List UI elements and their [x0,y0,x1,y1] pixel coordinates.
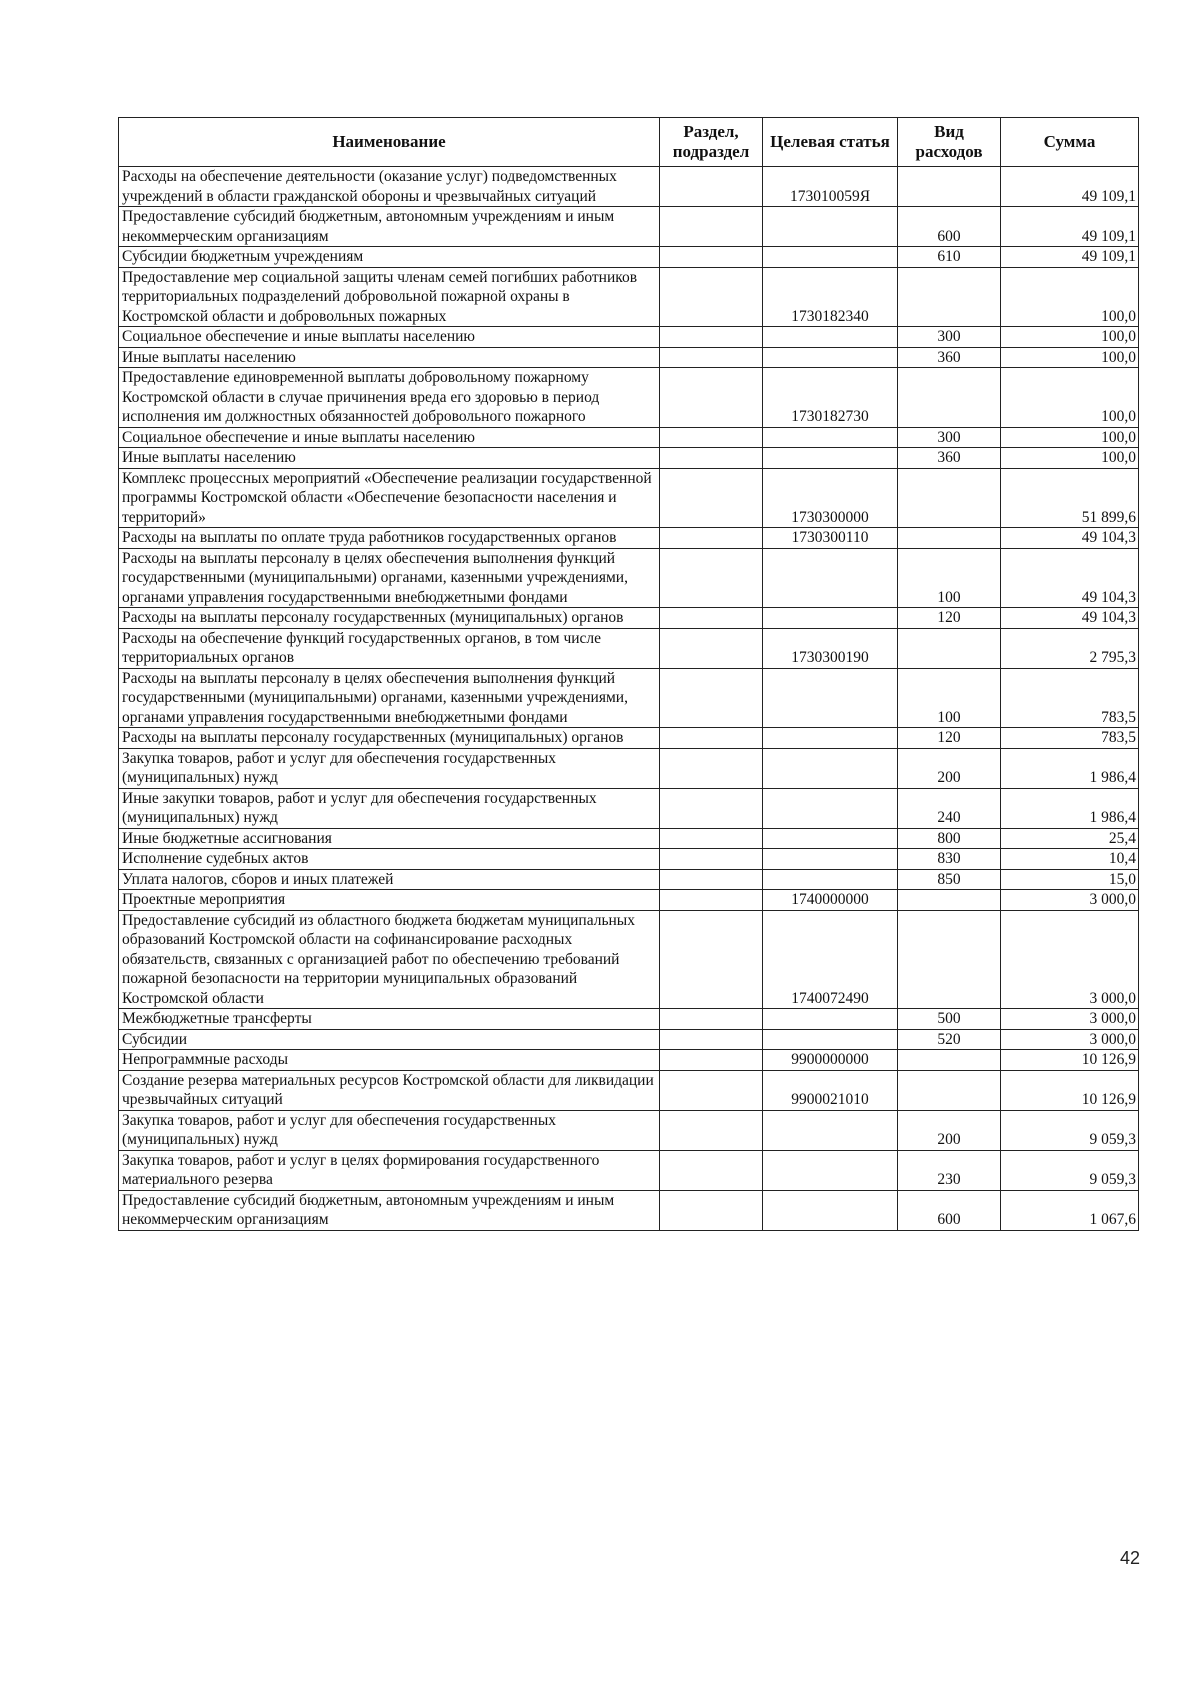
row-name: Субсидии бюджетным учреждениям [119,247,660,268]
row-kind: 520 [898,1029,1001,1050]
table-row [119,207,1139,247]
table-row [119,327,1139,348]
row-sum: 3 000,0 [1001,1029,1139,1050]
row-sum: 10,4 [1001,849,1139,870]
row-kind: 100 [898,548,1001,608]
row-sum: 15,0 [1001,869,1139,890]
row-sum: 49 104,3 [1001,528,1139,549]
row-section [660,828,763,849]
table-row [119,608,1139,629]
table-row [119,890,1139,911]
row-sum: 1 986,4 [1001,788,1139,828]
row-name: Закупка товаров, работ и услуг для обеспечения государственных (муниципальных) нужд [119,1110,660,1150]
row-kind [898,528,1001,549]
row-name: Предоставление субсидий бюджетным, автономным учреждениям и иным некоммерческим организациям [119,207,660,247]
table-row [119,267,1139,327]
row-name: Иные закупки товаров, работ и услуг для обеспечения государственных (муниципальных) нужд [119,788,660,828]
row-sum: 100,0 [1001,448,1139,469]
row-sum: 3 000,0 [1001,890,1139,911]
row-section [660,448,763,469]
row-target [763,869,898,890]
row-target: 1730300110 [763,528,898,549]
row-name: Межбюджетные трансферты [119,1009,660,1030]
budget-table [118,117,1139,1231]
table-row [119,247,1139,268]
row-name: Иные выплаты населению [119,448,660,469]
table-row [119,1110,1139,1150]
row-kind: 200 [898,1110,1001,1150]
row-sum: 51 899,6 [1001,468,1139,528]
row-target [763,728,898,749]
row-name: Комплекс процессных мероприятий «Обеспечение реализации государственной программы Костромской области «Обеспечение безопасности населения и территорий» [119,468,660,528]
row-kind: 300 [898,327,1001,348]
row-sum: 10 126,9 [1001,1050,1139,1071]
row-sum: 1 067,6 [1001,1190,1139,1230]
row-kind: 120 [898,608,1001,629]
row-kind: 800 [898,828,1001,849]
table-row [119,1150,1139,1190]
table-row [119,748,1139,788]
row-name: Иные выплаты населению [119,347,660,368]
row-sum: 9 059,3 [1001,1150,1139,1190]
row-kind: 360 [898,347,1001,368]
table-row [119,628,1139,668]
row-section [660,528,763,549]
row-target: 1730300190 [763,628,898,668]
row-target [763,247,898,268]
row-target: 1740072490 [763,910,898,1009]
row-kind [898,368,1001,428]
table-row [119,849,1139,870]
table-row [119,167,1139,207]
row-target [763,347,898,368]
row-target [763,1150,898,1190]
table-row [119,668,1139,728]
row-name: Непрограммные расходы [119,1050,660,1071]
table-row [119,468,1139,528]
row-target [763,828,898,849]
row-kind: 850 [898,869,1001,890]
row-kind [898,890,1001,911]
row-kind: 830 [898,849,1001,870]
row-section [660,347,763,368]
row-section [660,869,763,890]
row-target [763,668,898,728]
row-target [763,788,898,828]
row-target: 173010059Я [763,167,898,207]
table-row [119,1009,1139,1030]
row-target: 1730182340 [763,267,898,327]
row-kind: 120 [898,728,1001,749]
row-sum: 10 126,9 [1001,1070,1139,1110]
row-name: Иные бюджетные ассигнования [119,828,660,849]
row-sum: 49 109,1 [1001,167,1139,207]
row-kind [898,167,1001,207]
row-target: 9900000000 [763,1050,898,1071]
row-name: Субсидии [119,1029,660,1050]
row-name: Предоставление субсидий из областного бюджета бюджетам муниципальных образований Костромской области на софинансирование расходных обязательств, связанных с организацией работ по обеспечению требований пожарной безопасности на территории муниципальных образований Костромской области [119,910,660,1009]
table-row [119,788,1139,828]
row-name: Исполнение судебных актов [119,849,660,870]
row-target [763,608,898,629]
row-target: 9900021010 [763,1070,898,1110]
table-row [119,548,1139,608]
row-name: Социальное обеспечение и иные выплаты населению [119,427,660,448]
row-kind [898,468,1001,528]
row-target [763,748,898,788]
row-sum: 2 795,3 [1001,628,1139,668]
row-kind [898,910,1001,1009]
row-target [763,1009,898,1030]
header-target: Целевая статья [763,118,898,167]
table-row [119,1029,1139,1050]
row-kind: 600 [898,1190,1001,1230]
row-section [660,267,763,327]
row-kind: 230 [898,1150,1001,1190]
row-section [660,1110,763,1150]
row-sum: 3 000,0 [1001,910,1139,1009]
table-row [119,828,1139,849]
table-row [119,869,1139,890]
row-section [660,910,763,1009]
row-sum: 3 000,0 [1001,1009,1139,1030]
row-section [660,1190,763,1230]
row-name: Предоставление мер социальной защиты членам семей погибших работников территориальных подразделений добровольной пожарной охраны в Костромской области и добровольных пожарных [119,267,660,327]
row-section [660,167,763,207]
row-section [660,849,763,870]
row-name: Расходы на обеспечение деятельности (оказание услуг) подведомственных учреждений в области гражданской обороны и чрезвычайных ситуаций [119,167,660,207]
row-target: 1730182730 [763,368,898,428]
row-section [660,728,763,749]
table-row [119,910,1139,1009]
row-sum: 100,0 [1001,327,1139,348]
row-section [660,1029,763,1050]
table-row [119,1050,1139,1071]
row-kind: 360 [898,448,1001,469]
table-header-row [119,118,1139,167]
row-section [660,628,763,668]
table-row [119,1070,1139,1110]
row-section [660,327,763,348]
row-target: 1730300000 [763,468,898,528]
table-row [119,368,1139,428]
row-target [763,548,898,608]
row-section [660,748,763,788]
row-kind [898,1070,1001,1110]
row-sum: 1 986,4 [1001,748,1139,788]
row-section [660,1009,763,1030]
row-name: Расходы на выплаты по оплате труда работников государственных органов [119,528,660,549]
row-name: Проектные мероприятия [119,890,660,911]
row-section [660,788,763,828]
row-sum: 783,5 [1001,668,1139,728]
table-row [119,528,1139,549]
row-section [660,668,763,728]
row-sum: 100,0 [1001,347,1139,368]
row-name: Расходы на выплаты персоналу в целях обеспечения выполнения функций государственными (муниципальными) органами, казенными учреждениями, органами управления государственными внебюджетными фондами [119,548,660,608]
row-section [660,890,763,911]
row-name: Закупка товаров, работ и услуг для обеспечения государственных (муниципальных) нужд [119,748,660,788]
row-kind: 240 [898,788,1001,828]
row-kind: 610 [898,247,1001,268]
row-target [763,327,898,348]
row-section [660,427,763,448]
row-name: Расходы на выплаты персоналу государственных (муниципальных) органов [119,608,660,629]
header-name: Наименование [119,118,660,167]
row-target: 1740000000 [763,890,898,911]
page-number: 42 [1119,1548,1140,1568]
row-sum: 49 109,1 [1001,207,1139,247]
row-kind: 200 [898,748,1001,788]
row-section [660,608,763,629]
row-section [660,548,763,608]
row-name: Расходы на выплаты персоналу государственных (муниципальных) органов [119,728,660,749]
row-target [763,1190,898,1230]
row-target [763,1029,898,1050]
row-section [660,1150,763,1190]
row-name: Закупка товаров, работ и услуг в целях формирования государственного материального резерва [119,1150,660,1190]
row-section [660,247,763,268]
row-sum: 100,0 [1001,368,1139,428]
header-sum: Сумма [1001,118,1139,167]
row-target [763,849,898,870]
row-kind: 100 [898,668,1001,728]
header-kind: Вид расходов [898,118,1001,167]
table-row [119,347,1139,368]
row-kind: 500 [898,1009,1001,1030]
row-sum: 49 104,3 [1001,548,1139,608]
row-sum: 100,0 [1001,267,1139,327]
row-sum: 783,5 [1001,728,1139,749]
row-name: Предоставление единовременной выплаты добровольному пожарному Костромской области в случае причинения вреда его здоровью в период исполнения им должностных обязанностей добровольного пожарного [119,368,660,428]
row-name: Социальное обеспечение и иные выплаты населению [119,327,660,348]
row-sum: 100,0 [1001,427,1139,448]
row-kind [898,267,1001,327]
row-sum: 25,4 [1001,828,1139,849]
row-target [763,427,898,448]
row-target [763,448,898,469]
table-body [119,167,1139,1231]
row-section [660,1070,763,1110]
row-section [660,207,763,247]
table-row [119,427,1139,448]
row-section [660,368,763,428]
row-section [660,468,763,528]
row-name: Расходы на выплаты персоналу в целях обеспечения выполнения функций государственными (муниципальными) органами, казенными учреждениями, органами управления государственными внебюджетными фондами [119,668,660,728]
row-kind [898,1050,1001,1071]
table-row [119,448,1139,469]
row-name: Расходы на обеспечение функций государственных органов, в том числе территориальных органов [119,628,660,668]
row-target [763,207,898,247]
row-kind: 600 [898,207,1001,247]
row-name: Создание резерва материальных ресурсов Костромской области для ликвидации чрезвычайных ситуаций [119,1070,660,1110]
row-kind [898,628,1001,668]
row-name: Предоставление субсидий бюджетным, автономным учреждениям и иным некоммерческим организациям [119,1190,660,1230]
header-section: Раздел, подраздел [660,118,763,167]
table-row [119,728,1139,749]
row-section [660,1050,763,1071]
row-name: Уплата налогов, сборов и иных платежей [119,869,660,890]
row-target [763,1110,898,1150]
row-sum: 49 109,1 [1001,247,1139,268]
row-kind: 300 [898,427,1001,448]
table-row [119,1190,1139,1230]
row-sum: 9 059,3 [1001,1110,1139,1150]
row-sum: 49 104,3 [1001,608,1139,629]
